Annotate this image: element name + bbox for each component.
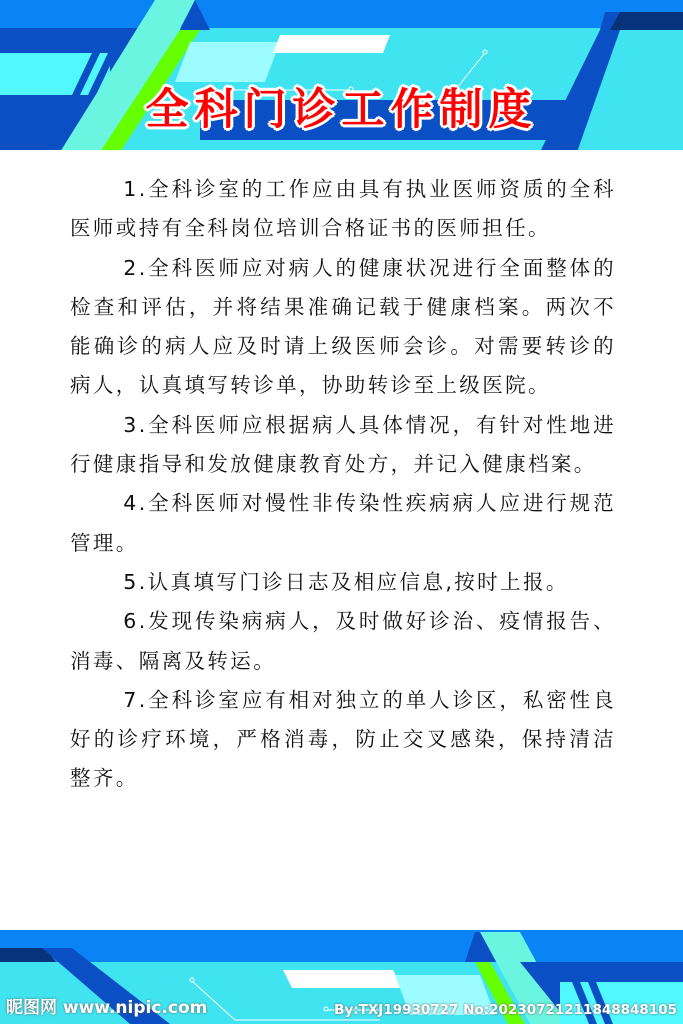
rule-paragraph: 1.全科诊室的工作应由具有执业医师资质的全科医师或持有全科岗位培训合格证书的医师担任。 (70, 177, 616, 241)
rule-paragraph: 7.全科诊室应有相对独立的单人诊区，私密性良好的诊疗环境，严格消毒，防止交叉感染，保持清洁整齐。 (70, 687, 616, 791)
watermark-site: 昵图网 www.nipic.com (6, 998, 208, 1018)
rule-paragraph: 4.全科医师对慢性非传染性疾病病人应进行规范管理。 (70, 491, 616, 555)
watermark-id: By:TXJ19930727 No:20230721211848848105 (334, 1002, 677, 1018)
rules-content (70, 170, 616, 799)
rule-paragraph: 5.认真填写门诊日志及相应信息,按时上报。 (123, 569, 569, 594)
rule-paragraph: 2.全科医师应对病人的健康状况进行全面整体的检查和评估，并将结果准确记载于健康档案。两次不能确诊的病人应及时请上级医师会诊。对需要转诊的病人，认真填写转诊单，协助转诊至上级医院。 (70, 255, 616, 398)
rule-paragraph: 6.发现传染病病人，及时做好诊治、疫情报告、消毒、隔离及转运。 (70, 609, 616, 673)
page-title: 全科门诊工作制度 (145, 85, 538, 135)
rule-paragraph: 3.全科医师应根据病人具体情况，有针对性地进行健康指导和发放健康教育处方，并记入健康档案。 (70, 412, 616, 477)
